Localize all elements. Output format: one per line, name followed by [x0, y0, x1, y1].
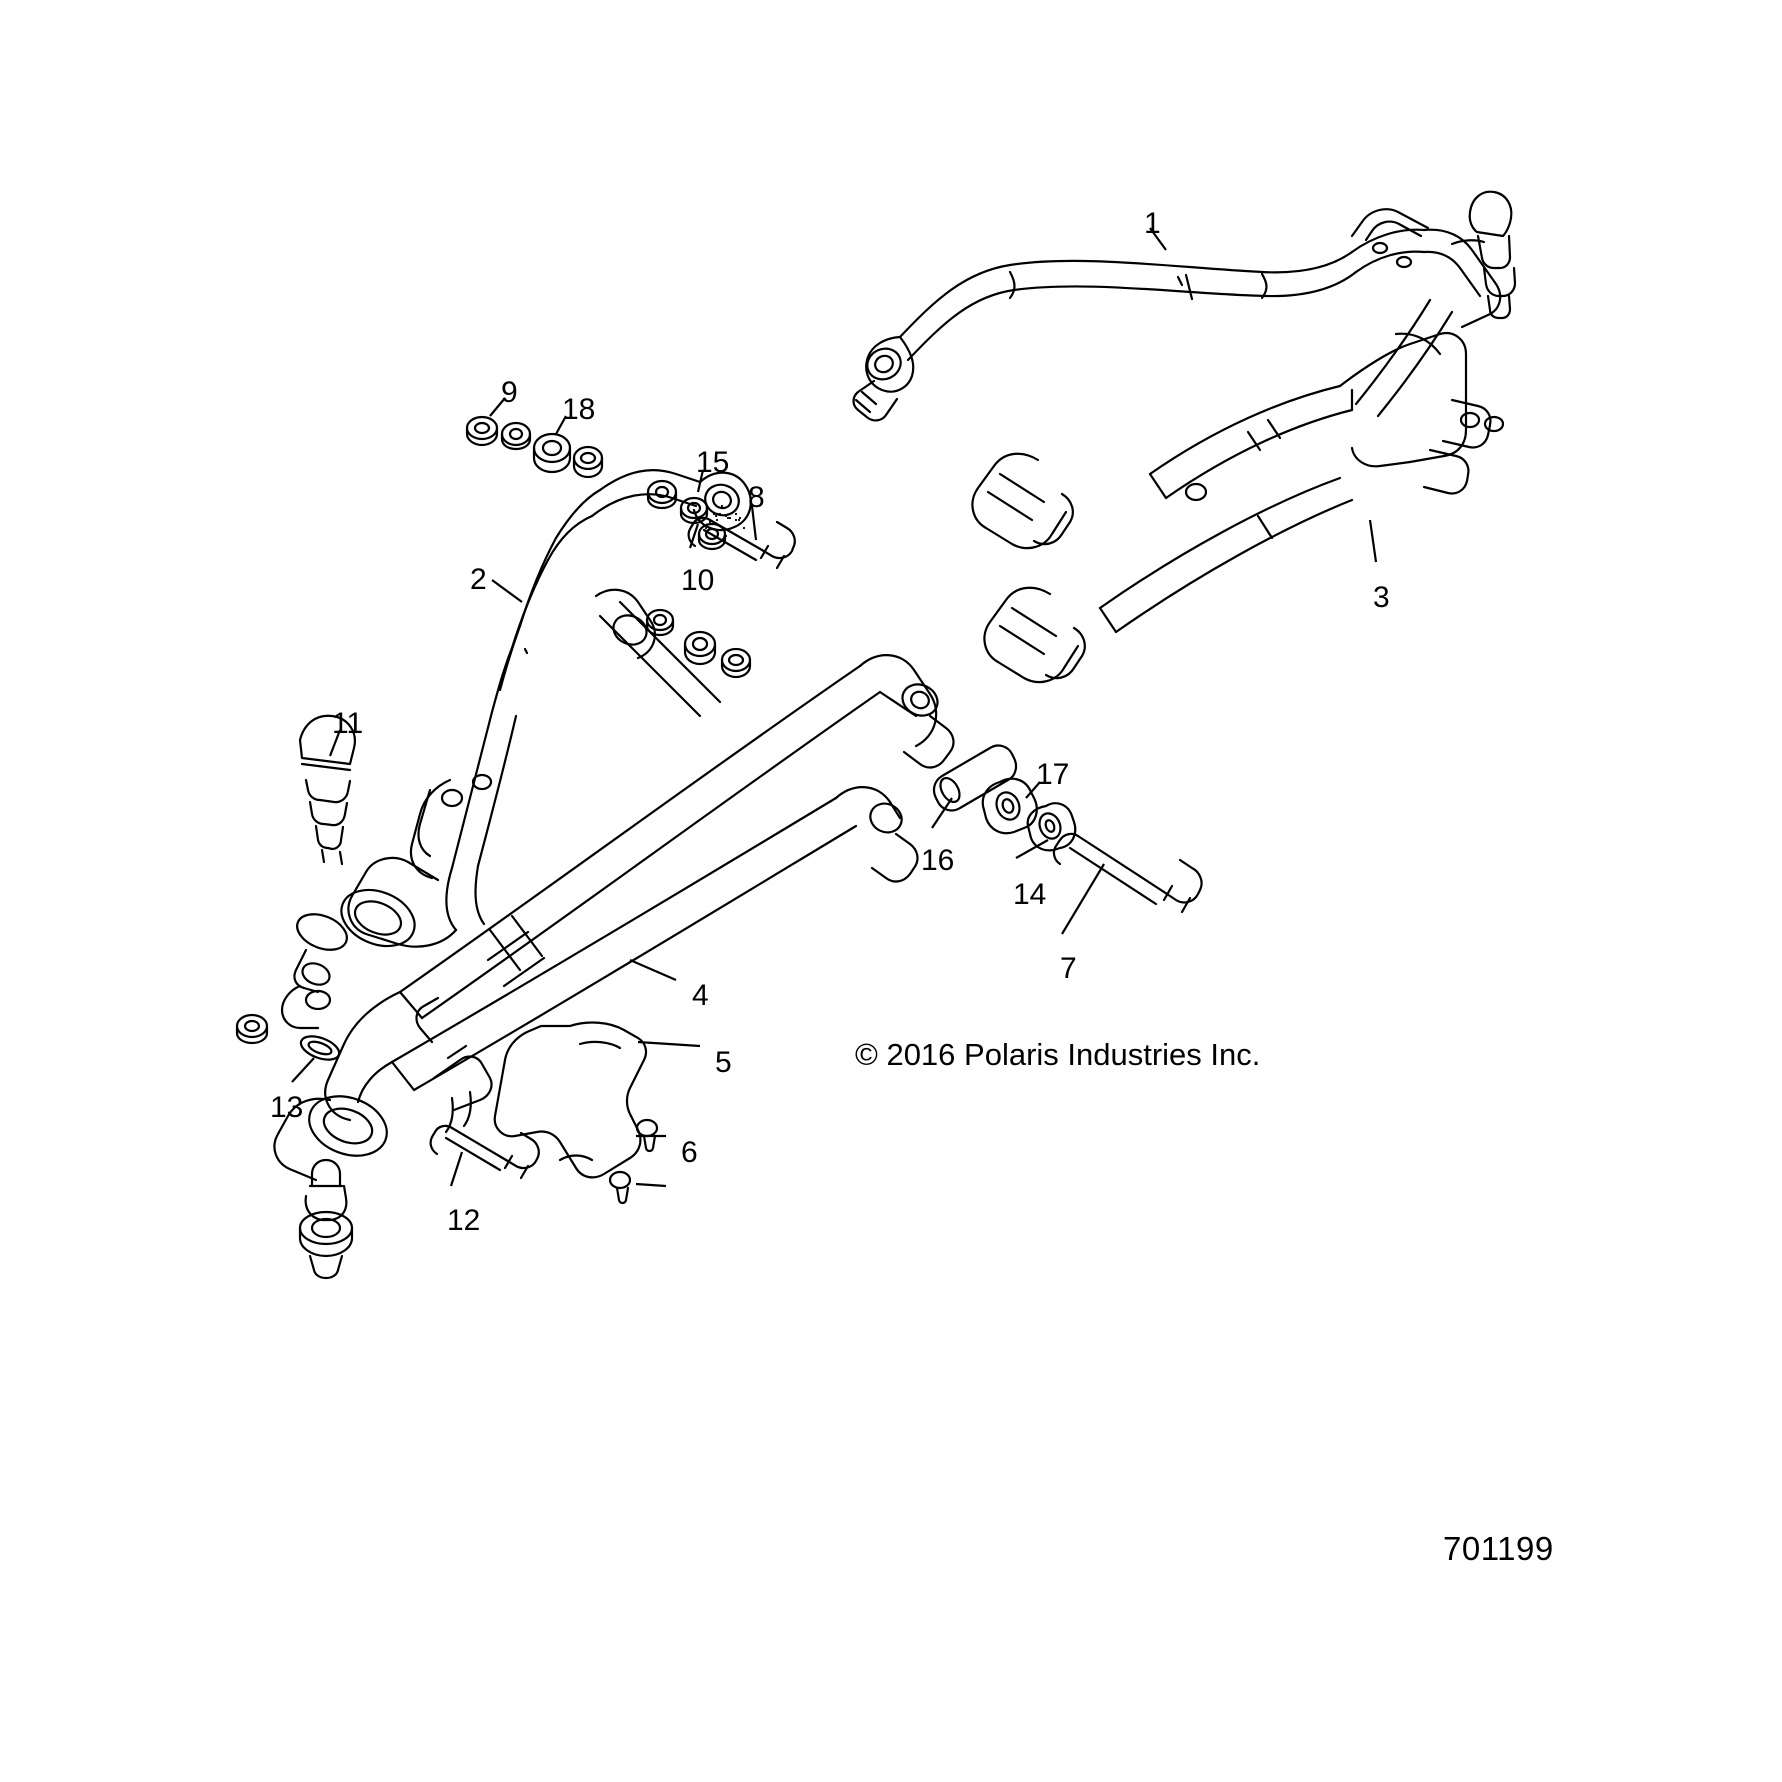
callout-12: 12 [447, 1204, 481, 1237]
part-7-bolt [1054, 834, 1202, 912]
callout-4: 4 [692, 979, 709, 1012]
callout-18: 18 [562, 393, 596, 426]
ball-joint-socket-upper [282, 907, 352, 1028]
detail-lines [525, 277, 1182, 653]
part-6-fasteners [610, 1120, 657, 1203]
callout-8: 8 [748, 481, 765, 514]
part-5-guard-plate [495, 1023, 646, 1178]
part-4-lower-control-arm [274, 655, 953, 1180]
part-13-nut-ring [237, 1015, 342, 1064]
part-15-10-washers [648, 481, 725, 549]
callout-16: 16 [921, 844, 955, 877]
washer-cluster-mid [596, 590, 750, 677]
callout-11: 11 [332, 707, 364, 740]
part-18-washer-bushing [502, 423, 602, 477]
part-2-upper-control-arm [333, 470, 751, 956]
callout-15: 15 [696, 446, 730, 479]
callout-2: 2 [470, 563, 487, 596]
diagram-part-number: 701199 [1443, 1530, 1554, 1567]
callout-9: 9 [501, 376, 518, 409]
callout-1: 1 [1144, 207, 1161, 240]
callout-6: 6 [681, 1136, 698, 1169]
callout-5: 5 [715, 1046, 732, 1079]
copyright-notice: © 2016 Polaris Industries Inc. [855, 1037, 1261, 1072]
callout-10: 10 [681, 564, 715, 597]
part-12-bolt [431, 1126, 539, 1178]
callout-17: 17 [1036, 758, 1070, 791]
callout-3: 3 [1373, 581, 1390, 614]
part-9-nut [467, 417, 497, 445]
callout-7: 7 [1060, 952, 1077, 985]
callout-14: 14 [1013, 878, 1047, 911]
part-3-lower-control-arm [972, 333, 1503, 682]
callout-13: 13 [270, 1091, 304, 1124]
part-1-upper-control-arm [854, 192, 1516, 421]
